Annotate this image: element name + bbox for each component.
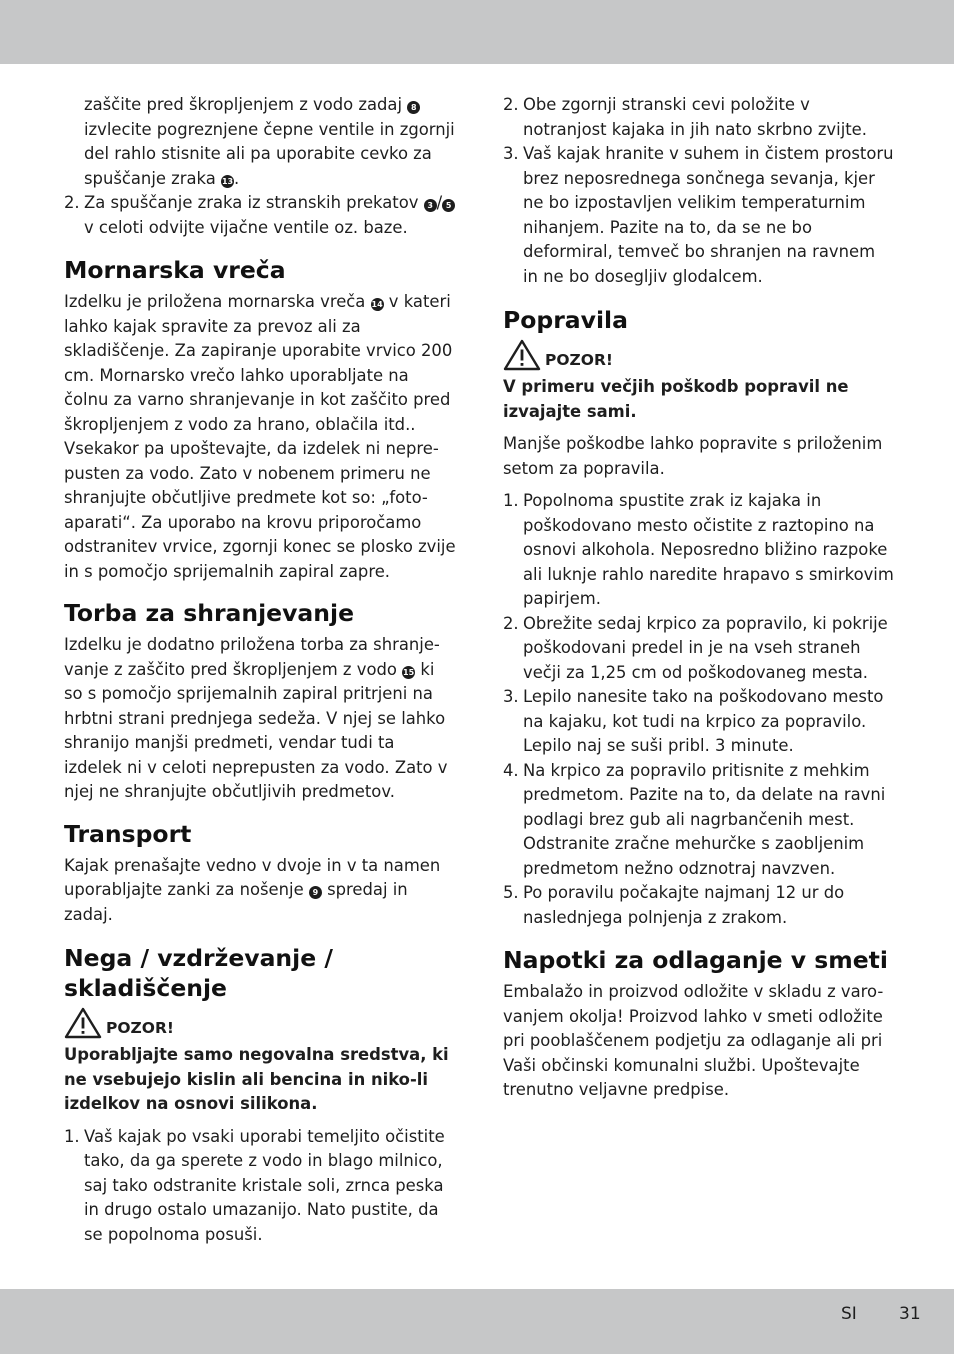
reference-number-icon: 9 [309, 886, 322, 899]
reference-number-icon: 14 [371, 300, 383, 309]
warning-triangle-icon [503, 339, 541, 371]
list-item: 5. Po poravilu počakajte najmanj 12 ur do naslednjega polnjenja z zrakom. [503, 883, 845, 927]
warning-text-popravila: V primeru večjih poškodb popravil ne izvajajte sami. [503, 377, 849, 421]
reference-number-icon: 3 [424, 199, 437, 212]
section-title-mornarska: Mornarska vreča [64, 256, 286, 284]
header-band [0, 0, 954, 64]
page-number: 31 [899, 1304, 921, 1324]
nega-item-3: 3. Vaš kajak hranite v suhem in čistem prostoru brez neposrednega sončnega sevanja, kjer ne bo izpostavljen velikim temperaturnim nihanjem. Pazite na to, da se ne bo deformiral, temveč bo shranjen na ravnem in ne bo dosegljiv glodalcem. [503, 144, 894, 286]
paragraph-torba: Izdelku je dodatno priložena torba za shranje-vanje z zaščito pred škropljenjem z vodo 15 ki so s pomočjo sprijemalnih zapiral pritrjeni na hrbtni strani prednjega sedeža. V njej se lahko shranijo manjši predmeti, vendar tudi ta izdelek ni v celoti neprepusten za vodo. Zato v njej ne shranjujte občutljivih predmetov. [64, 635, 448, 801]
intro-item-2: 2. Za spuščanje zraka iz stranskih prekatov 3 / 5 v celoti odvijte vijačne ventile oz. baze. [64, 191, 456, 240]
right-column [503, 93, 895, 1103]
left-column [64, 93, 456, 1247]
warning-popravila: POZOR! [503, 339, 895, 371]
reference-number-icon: 13 [221, 176, 234, 186]
reference-number-icon: 5 [442, 199, 455, 212]
list-item: 2. Obrežite sedaj krpico za popravilo, ki pokrije poškodovani predel in je na vseh straneh večji za 1,25 cm od poškodovaneg mesta. [503, 613, 888, 682]
list-item: 4. Na krpico za popravilo pritisnite z mehkim predmetom. Pazite na to, da delate na ravni podlagi brez gub ali nagrbančenih mest. Odstranite zračne mehurčke s zaobljenim predmetom nežno odznotraj navzven. [503, 760, 886, 878]
warning-nega: POZOR! [64, 1007, 456, 1039]
section-title-napotki: Napotki za odlaganje v smeti [503, 946, 888, 974]
intro-item-1: zaščite pred škropljenjem z vodo zadaj 8 izvlecite pogreznjene čepne ventile in zgornji del rahlo stisnite ali pa uporabite cevko za spuščanje zraka 13. [84, 95, 455, 188]
popravila-steps [503, 489, 895, 930]
paragraph-transport: Kajak prenašajte vedno v dvoje in v ta namen uporabljajte zanki za nošenje 9 spredaj in zadaj. [64, 855, 441, 924]
paragraph-popravila-intro: Manjše poškodbe lahko popravite s priloženim setom za popravila. [503, 434, 883, 478]
section-title-torba: Torba za shranjevanje [64, 599, 355, 627]
section-title-transport: Transport [64, 819, 192, 848]
section-title-nega: Nega / vzdrževanje / skladiščenje [64, 944, 333, 1002]
nega-item-2: 2. Obe zgornji stranski cevi položite v notranjost kajaka in jih nato skrbno zvijte. [503, 95, 867, 139]
warning-text-nega: Uporabljajte samo negovalna sredstva, ki ne vsebujejo kislin ali bencina in niko-li izdelkov na osnovi silikona. [64, 1045, 449, 1113]
reference-number-icon: 15 [403, 667, 415, 677]
nega-item-1: 1. Vaš kajak po vsaki uporabi temeljito očistite tako, da ga sperete z vodo in blago milnico, saj tako odstranite kristale soli, zrnca peska in drugo ostalo umazanijo. Nato pustite, da se popolnoma posuši. [64, 1126, 445, 1244]
list-item: 3. Lepilo nanesite tako na poškodovano mesto na kajaku, kot tudi na krpico za popravilo. Lepilo naj se suši pribl. 3 minute. [503, 687, 884, 755]
paragraph-napotki: Embalažo in proizvod odložite v skladu z varo-vanjem okolja! Proizvod lahko v smeti odložite pri pooblaščenem podjetju za odlaganje ali pri Vaši občinski komunalni službi. Upoštevajte trenutno veljavne predpise. [503, 982, 884, 1099]
section-title-popravila: Popravila [503, 306, 628, 334]
footer-band [0, 1289, 954, 1354]
footer-language: SI [841, 1304, 857, 1324]
warning-triangle-icon [64, 1007, 102, 1039]
reference-number-icon: 8 [407, 101, 420, 114]
list-item: 1. Popolnoma spustite zrak iz kajaka in poškodovano mesto očistite z raztopino na osnovi alkohola. Neposredno bližino razpoke ali luknje rahlo naredite hrapavo s smirkovim papirjem. [503, 491, 894, 608]
paragraph-mornarska: Izdelku je priložena mornarska vreča 14 v kateri lahko kajak spravite za prevoz ali za skladiščenje. Za zapiranje uporabite vrvico 200 cm. Mornarsko vrečo lahko uporabljate na čolnu za varno shranjevanje in kot zaščito pred škropljenjem z vodo za hrano, oblačila itd.. Vsekakor pa upoštevajte, da izdelek ni nepre-pusten za vodo. Zato v nobenem primeru ne shranjujte občutljive predmete kot so: „foto-aparati“. Za uporabo na krovu priporočamo odstranitev vrvice, zgornji konec se plosko zvije in s pomočjo sprijemalnih zapiral zapre. [64, 292, 456, 581]
